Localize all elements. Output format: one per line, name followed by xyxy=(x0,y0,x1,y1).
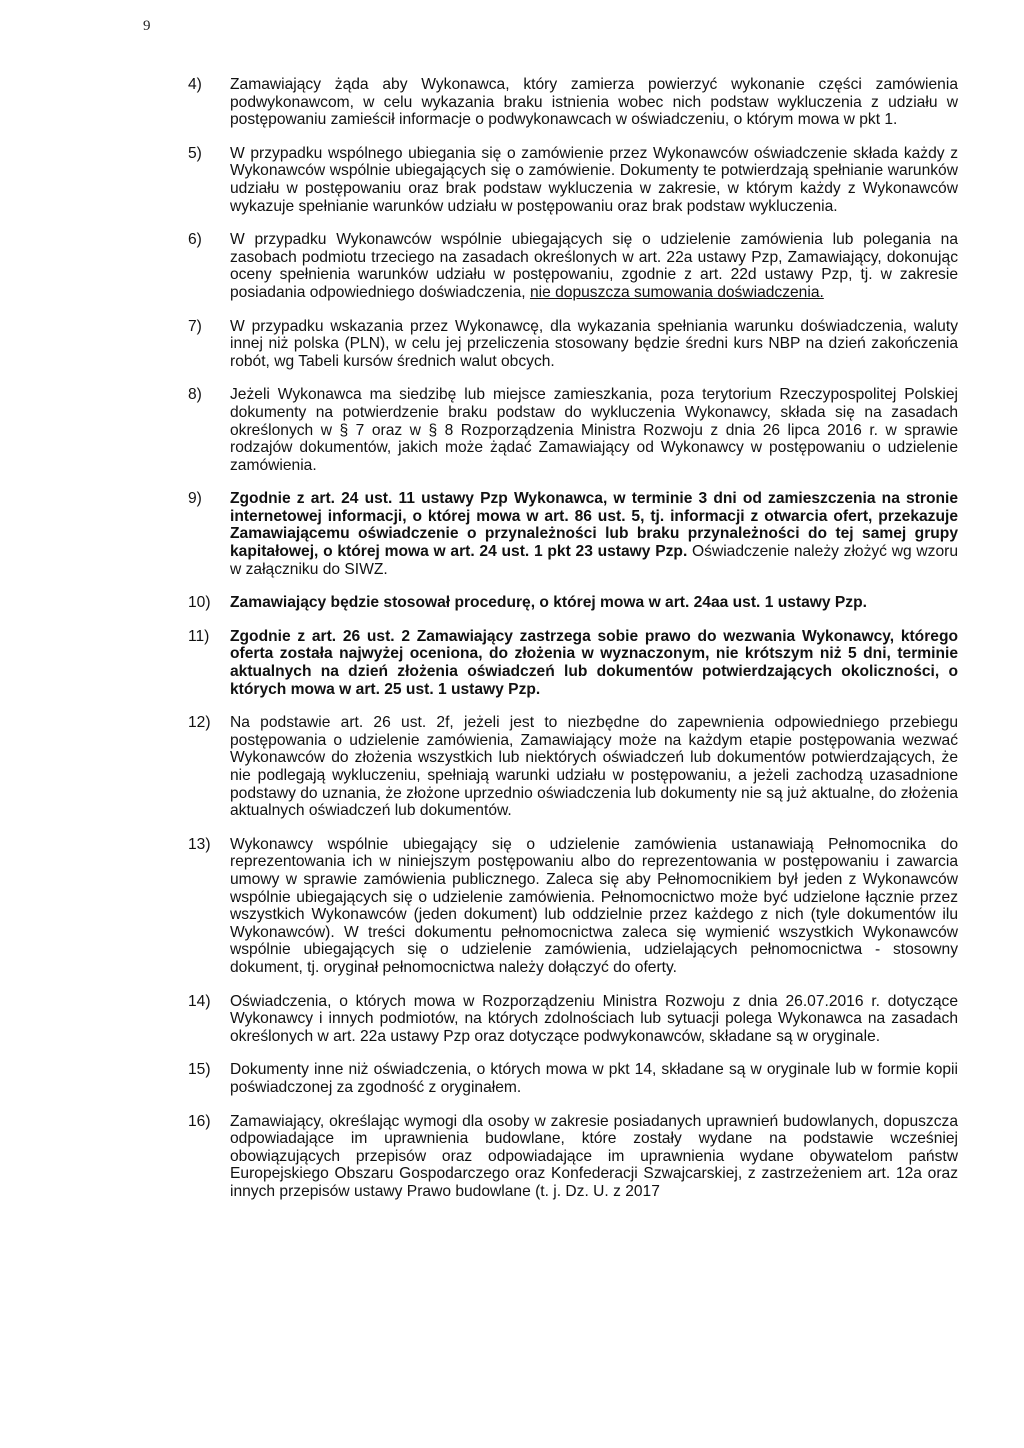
item-text: W przypadku wspólnego ubiegania się o zamówienie przez Wykonawców oświadczenie składa każdy z Wykonawców wspólnie ubiegających się o zamówienie. Dokumenty te potwierdzają spełnianie warunków udziału w postępowaniu oraz brak podstaw wykluczenia w zakresie, w którym każdy z Wykonawców wykazuje spełnianie warunków udziału w postępowaniu oraz brak podstaw wykluczenia. xyxy=(230,144,958,215)
item-number: 12) xyxy=(188,714,211,732)
list-item-9 xyxy=(188,490,958,578)
item-number: 15) xyxy=(188,1061,211,1079)
item-text: Oświadczenia, o których mowa w Rozporządzeniu Ministra Rozwoju z dnia 26.07.2016 r. dotyczące Wykonawcy i innych podmiotów, na których zdolnościach lub sytuacji polega Wykonawca na zasadach określonych w art. 22a ustawy Pzp oraz dotyczące podwykonawców, składane są w oryginale. xyxy=(230,992,958,1045)
list-item-5 xyxy=(188,145,958,215)
list-item-15 xyxy=(188,1061,958,1096)
item-text: W przypadku wskazania przez Wykonawcę, dla wykazania spełniania warunku doświadczenia, waluty innej niż polska (PLN), w celu jej przeliczenia stosowany będzie średni kurs NBP na dzień zakończenia robót, wg Tabeli kursów średnich walut obcych. xyxy=(230,317,958,370)
item-text: Wykonawcy wspólnie ubiegający się o udzielenie zamówienia ustanawiają Pełnomocnika do reprezentowania ich w niniejszym postępowaniu albo do reprezentowania w postępowaniu i zawarcia umowy w sprawie zamówienia publicznego. Zaleca się aby Pełnomocnikiem był jeden z Wykonawców wspólnie ubiegających się o udzielenie zamówienia. Pełnomocnictwo może być udzielone łącznie przez wszystkich Wykonawców (jeden dokument) lub oddzielnie przez każdego z nich (tyle dokumentów ilu Wykonawców). W treści dokumentu pełnomocnictwa zaleca się wymienić wszystkich Wykonawców wspólnie ubiegających się o udzielenie zamówienia, udzielających pełnomocnictwa - stosowny dokument, tj. oryginał pełnomocnictwa należy dołączyć do oferty. xyxy=(230,835,958,976)
list-item-14 xyxy=(188,993,958,1046)
list-item-6 xyxy=(188,231,958,301)
item-text: Zamawiający, określając wymogi dla osoby w zakresie posiadanych uprawnień budowlanych, dopuszcza odpowiadające im uprawnienia budowlane, które zostały wydane na podstawie wcześniej obowiązujących przepisów oraz odpowiadające im uprawnienia wydane obywatelom państw Europejskiego Obszaru Gospodarczego oraz Konfederacji Szwajcarskiej, z zastrzeżeniem art. 12a oraz innych przepisów ustawy Prawo budowlane (t. j. Dz. U. z 2017 xyxy=(230,1112,958,1200)
item-number: 8) xyxy=(188,386,202,404)
item-number: 14) xyxy=(188,992,211,1010)
item-number: 16) xyxy=(188,1112,211,1130)
item-text: Dokumenty inne niż oświadczenia, o których mowa w pkt 14, składane są w oryginale lub w formie kopii poświadczonej za zgodność z oryginałem. xyxy=(230,1061,958,1096)
item-text: Na podstawie art. 26 ust. 2f, jeżeli jest to niezbędne do zapewnienia odpowiedniego przebiegu postępowania o udzielenie zamówienia, Zamawiający może na każdym etapie postępowania wezwać Wykonawców do złożenia wszystkich lub niektórych oświadczeń lub dokumentów potwierdzających, że nie podlegają wykluczeniu, spełniają warunki udziału w postępowaniu, a jeżeli zachodzą uzasadnione podstawy do uznania, że złożone uprzednio oświadczenia lub dokumenty nie są już aktualne, do złożenia aktualnych oświadczeń lub dokumentów. xyxy=(230,714,958,820)
bold-text: Zgodnie z art. 24 ust. 11 ustawy Pzp Wykonawca, w terminie 3 dni od zamieszczenia na stronie internetowej informacji, o której mowa w art. 86 ust. 5, tj. informacji z otwarcia ofert, przekazuje Zamawiającemu oświadczenie o przynależności lub braku przynależności do tej samej grupy kapitałowej, o której mowa w art. 24 ust. 1 pkt 23 ustawy Pzp. xyxy=(230,490,958,561)
item-text: Zamawiający żąda aby Wykonawca, który zamierza powierzyć wykonanie części zamówienia podwykonawcom, w celu wykazania braku istnienia wobec nich podstaw wykluczenia z udziału w postępowaniu zamieścił informacje o podwykonawcach w oświadczeniu, o którym mowa w pkt 1. xyxy=(230,76,958,129)
list-item-10 xyxy=(188,594,958,612)
list-item-7 xyxy=(188,318,958,371)
item-number: 5) xyxy=(188,144,202,162)
underlined-text: nie dopuszcza sumowania doświadczenia. xyxy=(529,283,824,301)
bold-text: Zamawiający będzie stosował procedurę, o której mowa w art. 24aa ust. 1 ustawy Pzp. xyxy=(230,594,867,612)
item-text: Jeżeli Wykonawca ma siedzibę lub miejsce zamieszkania, poza terytorium Rzeczypospolitej Polskiej dokumenty na potwierdzenie braku podstaw do wykluczenia Wykonawcy, składa się na zasadach określonych w § 7 oraz w § 8 Rozporządzenia Ministra Rozwoju z dnia 26 lipca 2016 r. w sprawie rodzajów dokumentów, jakich może żądać Zamawiający od Wykonawcy w postępowaniu o udzielenie zamówienia. xyxy=(230,386,958,474)
list-item-16 xyxy=(188,1113,958,1201)
list-item-12 xyxy=(188,714,958,820)
list-item-4 xyxy=(188,76,958,129)
item-text-wrap xyxy=(230,231,958,301)
item-number: 7) xyxy=(188,317,202,335)
bold-text: Zgodnie z art. 26 ust. 2 Zamawiający zastrzega sobie prawo do wezwania Wykonawcy, którego oferta została najwyżej oceniona, do złożenia w wyznaczonym, nie krótszym niż 5 dni, terminie aktualnych na dzień złożenia oświadczeń lub dokumentów potwierdzających okoliczności, o których mowa w art. 25 ust. 1 ustawy Pzp. xyxy=(230,627,958,698)
item-text: Oświadczenie należy złożyć wg wzoru w załączniku do SIWZ. xyxy=(230,543,958,578)
item-number: 11) xyxy=(188,627,210,645)
item-text: W przypadku Wykonawców wspólnie ubiegających się o udzielenie zamówienia lub polegania na zasobach podmiotu trzeciego na zasadach określonych w art. 22a ustawy Pzp, Zamawiający, dokonując oceny spełnienia warunków udziału w postępowaniu, zgodnie z art. 22d ustawy Pzp, tj. w zakresie posiadania odpowiedniego doświadczenia, xyxy=(230,231,958,301)
list-item-8 xyxy=(188,386,958,474)
list-item-13 xyxy=(188,836,958,977)
item-number: 9) xyxy=(188,490,202,508)
item-number: 13) xyxy=(188,835,211,853)
page-number: 9 xyxy=(143,18,151,34)
item-number: 4) xyxy=(188,76,202,93)
item-number: 10) xyxy=(188,594,211,612)
numbered-list xyxy=(188,76,958,1200)
item-number: 6) xyxy=(188,231,202,249)
list-item-11 xyxy=(188,628,958,698)
item-text-wrap xyxy=(230,490,958,578)
